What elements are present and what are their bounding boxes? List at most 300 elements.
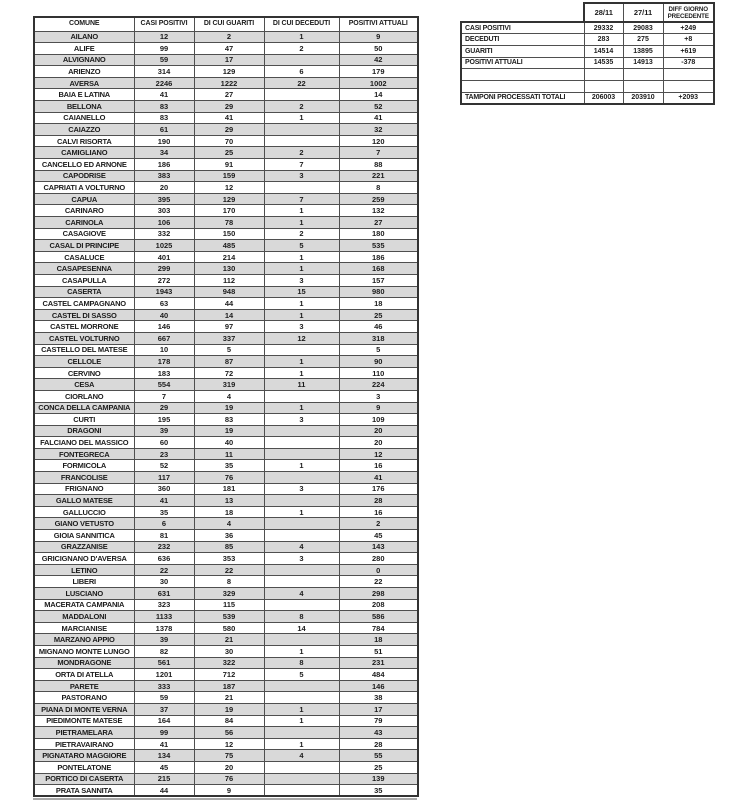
positivi-attuali-cell: 208 (339, 599, 418, 611)
col-header-positivi-attuali: POSITIVI ATTUALI (339, 17, 418, 31)
casi-positivi-cell: 215 (134, 773, 194, 785)
deceduti-cell (264, 518, 339, 530)
comune-cell: BAIA E LATINA (34, 89, 134, 101)
positivi-attuali-cell: 46 (339, 321, 418, 333)
casi-positivi-cell: 63 (134, 298, 194, 310)
summary-value-28-11-cell (584, 80, 623, 92)
deceduti-cell (264, 773, 339, 785)
deceduti-cell (264, 448, 339, 460)
positivi-attuali-cell: 2 (339, 518, 418, 530)
casi-positivi-cell: 631 (134, 588, 194, 600)
summary-label-cell: CASI POSITIVI (461, 22, 584, 34)
deceduti-cell (264, 599, 339, 611)
comune-cell: CAMIGLIANO (34, 147, 134, 159)
casi-positivi-cell: 39 (134, 425, 194, 437)
casi-positivi-cell: 1201 (134, 669, 194, 681)
comune-cell: LIBERI (34, 576, 134, 588)
comune-cell: CASALUCE (34, 251, 134, 263)
positivi-attuali-cell: 17 (339, 703, 418, 715)
comune-cell: PRATA SANNITA (34, 785, 134, 797)
deceduti-cell: 7 (264, 193, 339, 205)
positivi-attuali-cell: 18 (339, 634, 418, 646)
guariti-cell: 2 (194, 31, 264, 43)
casi-positivi-cell: 333 (134, 680, 194, 692)
deceduti-cell (264, 576, 339, 588)
deceduti-cell (264, 135, 339, 147)
guariti-cell: 22 (194, 564, 264, 576)
comune-cell: CURTI (34, 414, 134, 426)
summary-diff-cell: +619 (663, 45, 714, 57)
deceduti-cell: 1 (264, 645, 339, 657)
summary-diff-cell: +8 (663, 34, 714, 46)
guariti-cell: 83 (194, 414, 264, 426)
positivi-attuali-cell: 20 (339, 437, 418, 449)
table-row (34, 785, 418, 797)
table-row (34, 483, 418, 495)
casi-positivi-cell: 195 (134, 414, 194, 426)
guariti-cell: 19 (194, 402, 264, 414)
comune-cell: CASTEL CAMPAGNANO (34, 298, 134, 310)
positivi-attuali-cell: 586 (339, 611, 418, 623)
deceduti-cell (264, 54, 339, 66)
deceduti-cell: 2 (264, 147, 339, 159)
casi-positivi-cell: 1943 (134, 286, 194, 298)
deceduti-cell: 5 (264, 669, 339, 681)
table-row (34, 622, 418, 634)
col-header-guariti: DI CUI GUARITI (194, 17, 264, 31)
casi-positivi-cell: 41 (134, 738, 194, 750)
positivi-attuali-cell: 132 (339, 205, 418, 217)
comune-cell: FALCIANO DEL MASSICO (34, 437, 134, 449)
deceduti-cell (264, 634, 339, 646)
comune-cell: CERVINO (34, 367, 134, 379)
table-row (34, 645, 418, 657)
comune-cell: MACERATA CAMPANIA (34, 599, 134, 611)
guariti-cell: 9 (194, 785, 264, 797)
table-row (34, 680, 418, 692)
positivi-attuali-cell: 109 (339, 414, 418, 426)
casi-positivi-cell: 35 (134, 506, 194, 518)
table-row (34, 205, 418, 217)
positivi-attuali-cell: 8 (339, 182, 418, 194)
table-row (34, 344, 418, 356)
casi-positivi-cell: 23 (134, 448, 194, 460)
comune-cell: PASTORANO (34, 692, 134, 704)
guariti-cell: 214 (194, 251, 264, 263)
summary-diff-cell (663, 69, 714, 81)
summary-col-header-date-1: 28/11 (584, 3, 623, 22)
guariti-cell: 44 (194, 298, 264, 310)
positivi-attuali-cell: 9 (339, 31, 418, 43)
casi-positivi-cell: 99 (134, 727, 194, 739)
guariti-cell: 485 (194, 240, 264, 252)
casi-positivi-cell: 40 (134, 309, 194, 321)
table-row (34, 390, 418, 402)
comune-cell: ALVIGNANO (34, 54, 134, 66)
casi-positivi-cell: 37 (134, 703, 194, 715)
table-row (34, 66, 418, 78)
col-header-deceduti: DI CUI DECEDUTI (264, 17, 339, 31)
deceduti-cell (264, 472, 339, 484)
guariti-cell: 29 (194, 101, 264, 113)
table-row (34, 634, 418, 646)
deceduti-cell (264, 564, 339, 576)
comune-cell: GRICIGNANO D'AVERSA (34, 553, 134, 565)
positivi-attuali-cell: 980 (339, 286, 418, 298)
comune-cell: ORTA DI ATELLA (34, 669, 134, 681)
table-row (34, 773, 418, 785)
deceduti-cell: 4 (264, 588, 339, 600)
table-row (34, 506, 418, 518)
comune-cell: FONTEGRECA (34, 448, 134, 460)
positivi-attuali-cell: 12 (339, 448, 418, 460)
comune-cell: CASTEL MORRONE (34, 321, 134, 333)
guariti-cell: 5 (194, 344, 264, 356)
table-row (34, 124, 418, 136)
comune-cell: CARINOLA (34, 217, 134, 229)
table-row (34, 101, 418, 113)
guariti-cell: 19 (194, 425, 264, 437)
table-row (34, 715, 418, 727)
guariti-cell: 84 (194, 715, 264, 727)
positivi-attuali-cell: 224 (339, 379, 418, 391)
comune-cell: CASAL DI PRINCIPE (34, 240, 134, 252)
positivi-attuali-cell: 139 (339, 773, 418, 785)
positivi-attuali-cell: 484 (339, 669, 418, 681)
positivi-attuali-cell: 298 (339, 588, 418, 600)
summary-value-27-11-cell: 14913 (623, 57, 663, 69)
table-row (34, 541, 418, 553)
table-row (34, 402, 418, 414)
positivi-attuali-cell: 25 (339, 309, 418, 321)
summary-label-cell (461, 69, 584, 81)
table-row (34, 553, 418, 565)
casi-positivi-cell: 636 (134, 553, 194, 565)
table-row (34, 170, 418, 182)
positivi-attuali-cell: 16 (339, 506, 418, 518)
casi-positivi-cell: 83 (134, 112, 194, 124)
summary-value-27-11-cell: 29083 (623, 22, 663, 34)
casi-positivi-cell: 183 (134, 367, 194, 379)
deceduti-cell (264, 89, 339, 101)
deceduti-cell: 4 (264, 541, 339, 553)
positivi-attuali-cell: 35 (339, 785, 418, 797)
table-row (34, 750, 418, 762)
table-row (34, 761, 418, 773)
positivi-attuali-cell: 157 (339, 274, 418, 286)
guariti-cell: 17 (194, 54, 264, 66)
comune-cell: ARIENZO (34, 66, 134, 78)
comune-cell: FORMICOLA (34, 460, 134, 472)
guariti-cell: 129 (194, 193, 264, 205)
table-row (34, 738, 418, 750)
guariti-cell: 36 (194, 530, 264, 542)
comune-cell: CASAPULLA (34, 274, 134, 286)
table-row (34, 332, 418, 344)
casi-positivi-cell: 146 (134, 321, 194, 333)
comune-cell: MONDRAGONE (34, 657, 134, 669)
deceduti-cell: 11 (264, 379, 339, 391)
guariti-cell: 19 (194, 703, 264, 715)
table-row (34, 472, 418, 484)
deceduti-cell (264, 692, 339, 704)
guariti-cell: 41 (194, 112, 264, 124)
deceduti-cell: 1 (264, 506, 339, 518)
table-row (34, 251, 418, 263)
summary-row (461, 92, 714, 104)
deceduti-cell (264, 727, 339, 739)
guariti-cell: 712 (194, 669, 264, 681)
comune-cell: GRAZZANISE (34, 541, 134, 553)
table-header-row (34, 17, 418, 31)
summary-value-28-11-cell: 14514 (584, 45, 623, 57)
guariti-cell: 319 (194, 379, 264, 391)
positivi-attuali-cell: 52 (339, 101, 418, 113)
deceduti-cell (264, 425, 339, 437)
col-header-comune: COMUNE (34, 17, 134, 31)
deceduti-cell: 6 (264, 66, 339, 78)
deceduti-cell (264, 390, 339, 402)
deceduti-cell: 8 (264, 657, 339, 669)
casi-positivi-cell: 561 (134, 657, 194, 669)
summary-label-cell: GUARITI (461, 45, 584, 57)
guariti-cell: 56 (194, 727, 264, 739)
deceduti-cell: 3 (264, 483, 339, 495)
comune-cell: CIORLANO (34, 390, 134, 402)
deceduti-cell: 1 (264, 703, 339, 715)
comune-cell: PIEDIMONTE MATESE (34, 715, 134, 727)
guariti-cell: 40 (194, 437, 264, 449)
table-row (34, 43, 418, 55)
casi-positivi-cell: 314 (134, 66, 194, 78)
casi-positivi-cell: 45 (134, 761, 194, 773)
comune-cell: FRANCOLISE (34, 472, 134, 484)
positivi-attuali-cell: 28 (339, 495, 418, 507)
deceduti-cell (264, 680, 339, 692)
guariti-cell: 4 (194, 390, 264, 402)
guariti-cell: 21 (194, 692, 264, 704)
guariti-cell: 112 (194, 274, 264, 286)
casi-positivi-cell: 395 (134, 193, 194, 205)
guariti-cell: 29 (194, 124, 264, 136)
casi-positivi-cell: 232 (134, 541, 194, 553)
comune-cell: PIETRAVAIRANO (34, 738, 134, 750)
positivi-attuali-cell: 90 (339, 356, 418, 368)
positivi-attuali-cell: 180 (339, 228, 418, 240)
guariti-cell: 129 (194, 66, 264, 78)
deceduti-cell (264, 124, 339, 136)
deceduti-cell (264, 761, 339, 773)
casi-positivi-cell: 59 (134, 54, 194, 66)
table-row (34, 727, 418, 739)
summary-diff-cell: -378 (663, 57, 714, 69)
comune-cell: CAPODRISE (34, 170, 134, 182)
positivi-attuali-cell: 18 (339, 298, 418, 310)
deceduti-cell: 2 (264, 43, 339, 55)
comuni-table (33, 16, 419, 797)
summary-value-28-11-cell: 206003 (584, 92, 623, 104)
deceduti-cell (264, 530, 339, 542)
comune-cell: FRIGNANO (34, 483, 134, 495)
comune-cell: CAPRIATI A VOLTURNO (34, 182, 134, 194)
casi-positivi-cell: 7 (134, 390, 194, 402)
comune-cell: PIGNATARO MAGGIORE (34, 750, 134, 762)
positivi-attuali-cell: 259 (339, 193, 418, 205)
positivi-attuali-cell: 186 (339, 251, 418, 263)
guariti-cell: 18 (194, 506, 264, 518)
table-row (34, 112, 418, 124)
summary-col-header-date-2: 27/11 (623, 3, 663, 22)
casi-positivi-cell: 29 (134, 402, 194, 414)
table-row (34, 367, 418, 379)
positivi-attuali-cell: 14 (339, 89, 418, 101)
casi-positivi-cell: 401 (134, 251, 194, 263)
guariti-cell: 187 (194, 680, 264, 692)
guariti-cell: 12 (194, 738, 264, 750)
guariti-cell: 948 (194, 286, 264, 298)
deceduti-cell: 3 (264, 414, 339, 426)
summary-value-27-11-cell (623, 80, 663, 92)
positivi-attuali-cell: 110 (339, 367, 418, 379)
table-row (34, 437, 418, 449)
deceduti-cell: 1 (264, 31, 339, 43)
table-row (34, 495, 418, 507)
casi-positivi-cell: 61 (134, 124, 194, 136)
comune-cell: MIGNANO MONTE LUNGO (34, 645, 134, 657)
table-row (34, 530, 418, 542)
positivi-attuali-cell: 41 (339, 472, 418, 484)
table-row (34, 425, 418, 437)
deceduti-cell: 1 (264, 217, 339, 229)
guariti-cell: 8 (194, 576, 264, 588)
table-row (34, 240, 418, 252)
guariti-cell: 322 (194, 657, 264, 669)
comune-cell: MADDALONI (34, 611, 134, 623)
guariti-cell: 150 (194, 228, 264, 240)
deceduti-cell: 1 (264, 356, 339, 368)
casi-positivi-cell: 303 (134, 205, 194, 217)
casi-positivi-cell: 323 (134, 599, 194, 611)
summary-value-28-11-cell: 283 (584, 34, 623, 46)
casi-positivi-cell: 106 (134, 217, 194, 229)
comune-cell: GIOIA SANNITICA (34, 530, 134, 542)
deceduti-cell (264, 785, 339, 797)
positivi-attuali-cell: 41 (339, 112, 418, 124)
casi-positivi-cell: 41 (134, 495, 194, 507)
casi-positivi-cell: 30 (134, 576, 194, 588)
summary-table (460, 2, 715, 105)
positivi-attuali-cell: 9 (339, 402, 418, 414)
guariti-cell: 35 (194, 460, 264, 472)
positivi-attuali-cell: 22 (339, 576, 418, 588)
table-row (34, 54, 418, 66)
table-row (34, 31, 418, 43)
table-row (34, 564, 418, 576)
guariti-cell: 85 (194, 541, 264, 553)
deceduti-cell: 1 (264, 251, 339, 263)
deceduti-cell: 3 (264, 553, 339, 565)
table-row (34, 692, 418, 704)
deceduti-cell: 3 (264, 321, 339, 333)
casi-positivi-cell: 272 (134, 274, 194, 286)
comune-cell: PARETE (34, 680, 134, 692)
comune-cell: AILANO (34, 31, 134, 43)
casi-positivi-cell: 99 (134, 43, 194, 55)
deceduti-cell: 8 (264, 611, 339, 623)
casi-positivi-cell: 60 (134, 437, 194, 449)
guariti-cell: 181 (194, 483, 264, 495)
deceduti-cell: 12 (264, 332, 339, 344)
casi-positivi-cell: 20 (134, 182, 194, 194)
positivi-attuali-cell: 38 (339, 692, 418, 704)
comune-cell: GALLO MATESE (34, 495, 134, 507)
comune-cell: CAIANELLO (34, 112, 134, 124)
table-row (34, 263, 418, 275)
summary-col-header-diff: DIFF GIORNO PRECEDENTE (663, 3, 714, 22)
positivi-attuali-cell: 88 (339, 159, 418, 171)
table-row (34, 588, 418, 600)
summary-value-27-11-cell: 203910 (623, 92, 663, 104)
summary-row (461, 34, 714, 46)
comune-cell: CESA (34, 379, 134, 391)
col-header-casi-positivi: CASI POSITIVI (134, 17, 194, 31)
deceduti-cell (264, 182, 339, 194)
summary-value-28-11-cell: 14535 (584, 57, 623, 69)
comune-cell: LUSCIANO (34, 588, 134, 600)
positivi-attuali-cell: 16 (339, 460, 418, 472)
summary-row (461, 57, 714, 69)
table-row (34, 228, 418, 240)
positivi-attuali-cell: 42 (339, 54, 418, 66)
summary-label-cell: POSITIVI ATTUALI (461, 57, 584, 69)
casi-positivi-cell: 190 (134, 135, 194, 147)
guariti-cell: 115 (194, 599, 264, 611)
table-row (34, 309, 418, 321)
guariti-cell: 25 (194, 147, 264, 159)
guariti-cell: 27 (194, 89, 264, 101)
deceduti-cell: 4 (264, 750, 339, 762)
summary-value-27-11-cell (623, 69, 663, 81)
positivi-attuali-cell: 120 (339, 135, 418, 147)
guariti-cell: 11 (194, 448, 264, 460)
casi-positivi-cell: 81 (134, 530, 194, 542)
summary-header-row (461, 3, 714, 22)
deceduti-cell: 1 (264, 263, 339, 275)
positivi-attuali-cell: 27 (339, 217, 418, 229)
table-row (34, 286, 418, 298)
table-row (34, 703, 418, 715)
deceduti-cell: 1 (264, 402, 339, 414)
table-row (34, 147, 418, 159)
deceduti-cell: 1 (264, 367, 339, 379)
guariti-cell: 76 (194, 773, 264, 785)
summary-empty-row (461, 80, 714, 92)
casi-positivi-cell: 39 (134, 634, 194, 646)
table-row (34, 274, 418, 286)
table-row (34, 518, 418, 530)
positivi-attuali-cell: 1002 (339, 77, 418, 89)
table-row (34, 135, 418, 147)
positivi-attuali-cell: 20 (339, 425, 418, 437)
guariti-cell: 580 (194, 622, 264, 634)
summary-row (461, 45, 714, 57)
comune-cell: PONTELATONE (34, 761, 134, 773)
positivi-attuali-cell: 50 (339, 43, 418, 55)
deceduti-cell: 2 (264, 228, 339, 240)
table-row (34, 460, 418, 472)
deceduti-cell: 2 (264, 101, 339, 113)
guariti-cell: 337 (194, 332, 264, 344)
